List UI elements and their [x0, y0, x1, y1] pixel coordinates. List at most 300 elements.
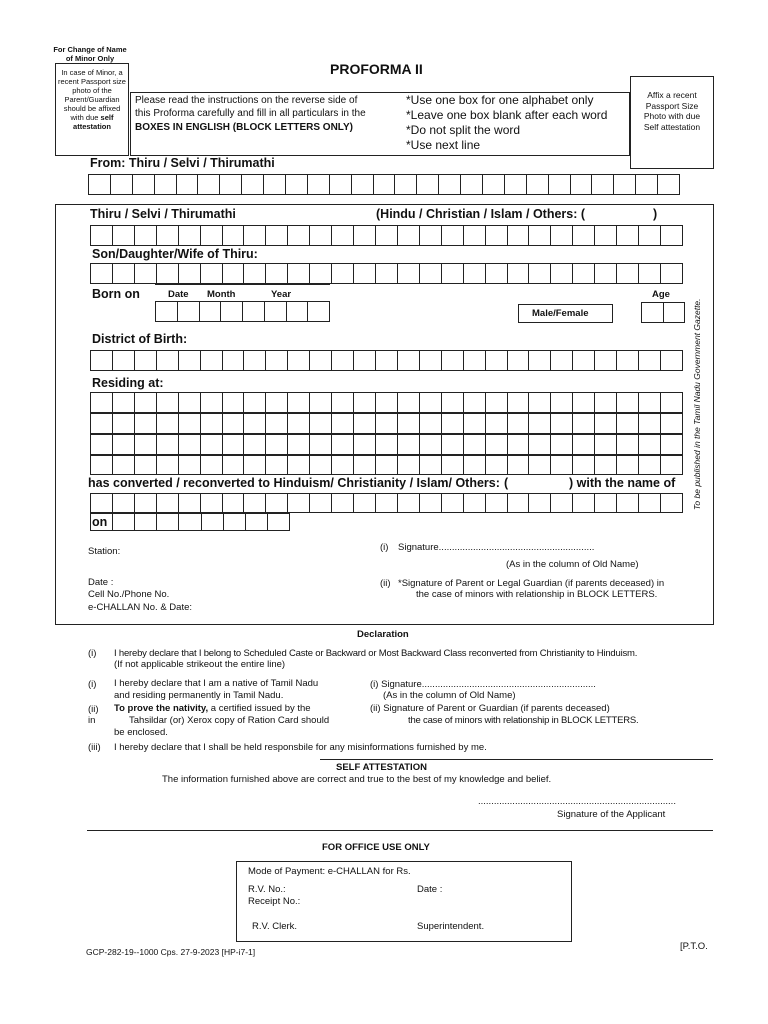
age-label: Age — [652, 289, 670, 300]
letter-box[interactable] — [635, 174, 657, 195]
letter-box[interactable] — [263, 174, 285, 195]
letter-box[interactable] — [287, 413, 309, 434]
letter-box[interactable] — [90, 263, 112, 284]
letter-box[interactable] — [504, 174, 526, 195]
letter-box[interactable] — [441, 434, 463, 455]
date-label: Date — [168, 289, 189, 300]
letter-box[interactable] — [331, 392, 353, 413]
letter-box[interactable] — [200, 225, 222, 246]
letter-box[interactable] — [353, 225, 375, 246]
letter-box[interactable] — [641, 302, 663, 323]
letter-box[interactable] — [156, 413, 178, 434]
letter-box[interactable] — [419, 455, 441, 475]
letter-box[interactable] — [134, 455, 156, 475]
letter-box[interactable] — [526, 174, 548, 195]
name-boxes[interactable] — [90, 225, 683, 246]
letter-box[interactable] — [528, 413, 550, 434]
letter-box[interactable] — [112, 225, 134, 246]
sex-label: Male/Female — [532, 308, 589, 319]
letter-box[interactable] — [307, 174, 329, 195]
letter-box[interactable] — [307, 301, 330, 322]
payment-mode: Mode of Payment: e-CHALLAN for Rs. — [248, 866, 411, 877]
letter-box[interactable] — [375, 413, 397, 434]
letter-box[interactable] — [441, 350, 463, 371]
on-date-boxes[interactable] — [90, 513, 290, 531]
letter-box[interactable] — [616, 493, 638, 513]
letter-box[interactable] — [112, 434, 134, 455]
letter-box[interactable] — [660, 392, 683, 413]
letter-box[interactable] — [613, 174, 635, 195]
letter-box[interactable] — [331, 434, 353, 455]
letter-box[interactable] — [178, 225, 200, 246]
letter-box[interactable] — [156, 350, 178, 371]
letter-box[interactable] — [353, 434, 375, 455]
dob-boxes[interactable] — [155, 301, 330, 322]
letter-box[interactable] — [638, 455, 660, 475]
letter-box[interactable] — [265, 263, 287, 284]
letter-box[interactable] — [222, 455, 244, 475]
letter-box[interactable] — [463, 225, 485, 246]
letter-box[interactable] — [528, 434, 550, 455]
letter-box[interactable] — [200, 493, 222, 513]
letter-box[interactable] — [90, 493, 112, 513]
letter-box[interactable] — [548, 174, 570, 195]
letter-box[interactable] — [375, 455, 397, 475]
letter-box[interactable] — [220, 301, 242, 322]
letter-box[interactable] — [528, 225, 550, 246]
letter-box[interactable] — [570, 174, 592, 195]
letter-box[interactable] — [485, 455, 507, 475]
letter-box[interactable] — [267, 513, 290, 531]
letter-box[interactable] — [178, 455, 200, 475]
letter-box[interactable] — [482, 174, 504, 195]
letter-box[interactable] — [463, 263, 485, 284]
letter-box[interactable] — [90, 434, 112, 455]
letter-box[interactable] — [463, 350, 485, 371]
district-boxes[interactable] — [90, 350, 683, 371]
sig1-number: (i) — [380, 542, 389, 553]
letter-box[interactable] — [397, 263, 419, 284]
letter-box[interactable] — [441, 263, 463, 284]
letter-box[interactable] — [309, 263, 331, 284]
letter-box[interactable] — [200, 350, 222, 371]
letter-box[interactable] — [200, 434, 222, 455]
letter-box[interactable] — [241, 174, 263, 195]
letter-box[interactable] — [419, 493, 441, 513]
letter-box[interactable] — [110, 174, 132, 195]
letter-box[interactable] — [550, 434, 572, 455]
office-use-heading: FOR OFFICE USE ONLY — [322, 842, 430, 853]
letter-box[interactable] — [375, 434, 397, 455]
letter-box[interactable] — [90, 225, 112, 246]
letter-box[interactable] — [373, 174, 395, 195]
letter-box[interactable] — [419, 392, 441, 413]
letter-box[interactable] — [90, 413, 112, 434]
letter-box[interactable] — [331, 225, 353, 246]
letter-box[interactable] — [309, 493, 331, 513]
letter-box[interactable] — [200, 455, 222, 475]
letter-box[interactable] — [134, 225, 156, 246]
letter-box[interactable] — [463, 413, 485, 434]
letter-box[interactable] — [178, 350, 200, 371]
letter-box[interactable] — [309, 350, 331, 371]
letter-box[interactable] — [485, 350, 507, 371]
letter-box[interactable] — [265, 350, 287, 371]
letter-box[interactable] — [663, 302, 686, 323]
letter-box[interactable] — [329, 174, 351, 195]
letter-box[interactable] — [416, 174, 438, 195]
letter-box[interactable] — [243, 434, 265, 455]
letter-box[interactable] — [419, 263, 441, 284]
letter-box[interactable] — [660, 493, 683, 513]
new-name-boxes[interactable] — [90, 493, 683, 513]
letter-box[interactable] — [572, 225, 594, 246]
relation-boxes[interactable] — [90, 263, 683, 284]
letter-box[interactable] — [594, 263, 616, 284]
letter-box[interactable] — [528, 350, 550, 371]
letter-box[interactable] — [309, 392, 331, 413]
letter-box[interactable] — [550, 413, 572, 434]
converted-close: ) with the name of — [569, 476, 676, 490]
letter-box[interactable] — [287, 434, 309, 455]
letter-box[interactable] — [222, 493, 244, 513]
signature-note: (As in the column of Old Name) — [506, 559, 639, 570]
letter-box[interactable] — [572, 413, 594, 434]
letter-box[interactable] — [155, 301, 177, 322]
letter-box[interactable] — [134, 434, 156, 455]
residing-boxes-4[interactable] — [90, 455, 683, 475]
letter-box[interactable] — [309, 434, 331, 455]
rv-no: R.V. No.: — [248, 884, 286, 895]
letter-box[interactable] — [154, 174, 176, 195]
letter-box[interactable] — [309, 455, 331, 475]
letter-box[interactable] — [243, 350, 265, 371]
letter-box[interactable] — [441, 413, 463, 434]
letter-box[interactable] — [331, 350, 353, 371]
letter-box[interactable] — [616, 263, 638, 284]
letter-box[interactable] — [287, 392, 309, 413]
letter-box[interactable] — [287, 455, 309, 475]
letter-box[interactable] — [616, 350, 638, 371]
signature-line: Signature........................................................... — [398, 542, 595, 553]
letter-box[interactable] — [112, 392, 134, 413]
letter-box[interactable] — [507, 493, 529, 513]
letter-box[interactable] — [397, 493, 419, 513]
from-name-boxes[interactable] — [88, 174, 680, 195]
letter-box[interactable] — [528, 263, 550, 284]
letter-box[interactable] — [287, 263, 309, 284]
letter-box[interactable] — [353, 263, 375, 284]
letter-box[interactable] — [463, 493, 485, 513]
letter-box[interactable] — [572, 493, 594, 513]
letter-box[interactable] — [156, 434, 178, 455]
letter-box[interactable] — [419, 225, 441, 246]
letter-box[interactable] — [441, 392, 463, 413]
letter-box[interactable] — [156, 455, 178, 475]
letter-box[interactable] — [200, 263, 222, 284]
letter-box[interactable] — [265, 455, 287, 475]
letter-box[interactable] — [243, 455, 265, 475]
letter-box[interactable] — [285, 174, 307, 195]
letter-box[interactable] — [485, 434, 507, 455]
letter-box[interactable] — [638, 434, 660, 455]
letter-box[interactable] — [594, 392, 616, 413]
letter-box[interactable] — [112, 413, 134, 434]
letter-box[interactable] — [243, 225, 265, 246]
letter-box[interactable] — [201, 513, 223, 531]
letter-box[interactable] — [616, 434, 638, 455]
letter-box[interactable] — [88, 174, 110, 195]
guardian-signature-b: the case of minors with relationship in BLOCK LETTERS. — [416, 589, 658, 600]
letter-box[interactable] — [550, 225, 572, 246]
letter-box[interactable] — [156, 513, 178, 531]
echallan-label: e-CHALLAN No. & Date: — [88, 602, 193, 613]
decl-3-number: (ii) — [88, 704, 99, 715]
letter-box[interactable] — [177, 301, 199, 322]
letter-box[interactable] — [463, 392, 485, 413]
letter-box[interactable] — [375, 392, 397, 413]
letter-box[interactable] — [156, 263, 178, 284]
letter-box[interactable] — [200, 392, 222, 413]
letter-box[interactable] — [156, 392, 178, 413]
letter-box[interactable] — [394, 174, 416, 195]
letter-box[interactable] — [528, 455, 550, 475]
rv-clerk: R.V. Clerk. — [252, 921, 298, 932]
letter-box[interactable] — [353, 455, 375, 475]
letter-box[interactable] — [594, 434, 616, 455]
letter-box[interactable] — [550, 263, 572, 284]
decl-2-b: and residing permanently in Tamil Nadu. — [114, 690, 284, 701]
letter-box[interactable] — [460, 174, 482, 195]
letter-box[interactable] — [507, 350, 529, 371]
letter-box[interactable] — [331, 263, 353, 284]
letter-box[interactable] — [178, 263, 200, 284]
letter-box[interactable] — [351, 174, 373, 195]
letter-box[interactable] — [528, 493, 550, 513]
letter-box[interactable] — [112, 350, 134, 371]
letter-box[interactable] — [638, 263, 660, 284]
letter-box[interactable] — [485, 413, 507, 434]
letter-box[interactable] — [222, 392, 244, 413]
dob-top-line — [155, 284, 330, 285]
letter-box[interactable] — [243, 263, 265, 284]
letter-box[interactable] — [287, 225, 309, 246]
letter-box[interactable] — [594, 493, 616, 513]
letter-box[interactable] — [507, 263, 529, 284]
letter-box[interactable] — [550, 392, 572, 413]
minor-note-heading: For Change of Name of Minor Only — [53, 45, 127, 63]
letter-box[interactable] — [178, 493, 200, 513]
letter-box[interactable] — [178, 513, 200, 531]
letter-box[interactable] — [550, 493, 572, 513]
letter-box[interactable] — [375, 493, 397, 513]
letter-box[interactable] — [134, 413, 156, 434]
letter-box[interactable] — [507, 434, 529, 455]
letter-box[interactable] — [572, 263, 594, 284]
letter-box[interactable] — [90, 350, 112, 371]
letter-box[interactable] — [156, 493, 178, 513]
letter-box[interactable] — [331, 413, 353, 434]
letter-box[interactable] — [375, 225, 397, 246]
letter-box[interactable] — [616, 413, 638, 434]
letter-box[interactable] — [507, 413, 529, 434]
letter-box[interactable] — [528, 392, 550, 413]
letter-box[interactable] — [200, 413, 222, 434]
letter-box[interactable] — [90, 455, 112, 475]
letter-box[interactable] — [419, 413, 441, 434]
letter-box[interactable] — [638, 350, 660, 371]
letter-box[interactable] — [287, 350, 309, 371]
letter-box[interactable] — [397, 392, 419, 413]
letter-box[interactable] — [176, 174, 198, 195]
letter-box[interactable] — [463, 455, 485, 475]
letter-box[interactable] — [265, 493, 287, 513]
letter-box[interactable] — [178, 392, 200, 413]
letter-box[interactable] — [265, 392, 287, 413]
letter-box[interactable] — [550, 455, 572, 475]
letter-box[interactable] — [438, 174, 460, 195]
letter-box[interactable] — [199, 301, 221, 322]
letter-box[interactable] — [485, 225, 507, 246]
letter-box[interactable] — [134, 263, 156, 284]
letter-box[interactable] — [134, 350, 156, 371]
letter-box[interactable] — [309, 413, 331, 434]
letter-box[interactable] — [286, 301, 308, 322]
letter-box[interactable] — [572, 392, 594, 413]
letter-box[interactable] — [441, 455, 463, 475]
letter-box[interactable] — [550, 350, 572, 371]
letter-box[interactable] — [112, 493, 134, 513]
letter-box[interactable] — [309, 225, 331, 246]
letter-box[interactable] — [223, 513, 245, 531]
letter-box[interactable] — [134, 392, 156, 413]
letter-box[interactable] — [397, 455, 419, 475]
letter-box[interactable] — [638, 493, 660, 513]
decl-sig-1: (i) Signature.................................................................. — [370, 679, 596, 690]
letter-box[interactable] — [507, 392, 529, 413]
letter-box[interactable] — [331, 493, 353, 513]
letter-box[interactable] — [222, 225, 244, 246]
letter-box[interactable] — [419, 434, 441, 455]
letter-box[interactable] — [90, 392, 112, 413]
letter-box[interactable] — [594, 225, 616, 246]
letter-box[interactable] — [353, 392, 375, 413]
residing-boxes-3[interactable] — [90, 434, 683, 455]
letter-box[interactable] — [156, 225, 178, 246]
letter-box[interactable] — [660, 225, 683, 246]
letter-box[interactable] — [264, 301, 286, 322]
receipt-no: Receipt No.: — [248, 896, 301, 907]
letter-box[interactable] — [112, 513, 134, 531]
decl-3-c: be enclosed. — [114, 727, 168, 738]
decl-1: I hereby declare that I belong to Scheduled Caste or Backward or Most Backward Class reconverted from Christianity to Hinduism. — [114, 648, 638, 659]
letter-box[interactable] — [594, 455, 616, 475]
letter-box[interactable] — [638, 392, 660, 413]
letter-box[interactable] — [353, 350, 375, 371]
letter-box[interactable] — [134, 513, 156, 531]
letter-box[interactable] — [485, 263, 507, 284]
letter-box[interactable] — [660, 350, 683, 371]
letter-box[interactable] — [660, 434, 683, 455]
letter-box[interactable] — [594, 413, 616, 434]
letter-box[interactable] — [463, 434, 485, 455]
letter-box[interactable] — [397, 434, 419, 455]
letter-box[interactable] — [112, 455, 134, 475]
letter-box[interactable] — [112, 263, 134, 284]
letter-box[interactable] — [485, 392, 507, 413]
letter-box[interactable] — [222, 413, 244, 434]
letter-box[interactable] — [219, 174, 241, 195]
letter-box[interactable] — [660, 263, 683, 284]
district-label: District of Birth: — [92, 332, 188, 346]
letter-box[interactable] — [197, 174, 219, 195]
letter-box[interactable] — [616, 455, 638, 475]
letter-box[interactable] — [397, 413, 419, 434]
age-boxes[interactable] — [641, 302, 685, 323]
letter-box[interactable] — [441, 493, 463, 513]
letter-box[interactable] — [397, 225, 419, 246]
letter-box[interactable] — [419, 350, 441, 371]
letter-box[interactable] — [242, 301, 264, 322]
letter-box[interactable] — [243, 413, 265, 434]
letter-box[interactable] — [397, 350, 419, 371]
letter-box[interactable] — [441, 225, 463, 246]
letter-box[interactable] — [375, 350, 397, 371]
residing-label: Residing at: — [92, 376, 164, 390]
residing-boxes-2[interactable] — [90, 413, 683, 434]
letter-box[interactable] — [134, 493, 156, 513]
applicant-signature-label: Signature of the Applicant — [557, 809, 666, 820]
letter-box[interactable] — [507, 455, 529, 475]
letter-box[interactable] — [243, 392, 265, 413]
letter-box[interactable] — [638, 413, 660, 434]
letter-box[interactable] — [353, 413, 375, 434]
letter-box[interactable] — [616, 225, 638, 246]
letter-box[interactable] — [222, 263, 244, 284]
letter-box[interactable] — [591, 174, 613, 195]
letter-box[interactable] — [572, 455, 594, 475]
letter-box[interactable] — [331, 455, 353, 475]
letter-box[interactable] — [638, 225, 660, 246]
letter-box[interactable] — [178, 413, 200, 434]
letter-box[interactable] — [222, 350, 244, 371]
letter-box[interactable] — [178, 434, 200, 455]
letter-box[interactable] — [245, 513, 267, 531]
letter-box[interactable] — [660, 413, 683, 434]
letter-box[interactable] — [485, 493, 507, 513]
letter-box[interactable] — [222, 434, 244, 455]
letter-box[interactable] — [132, 174, 154, 195]
letter-box[interactable] — [572, 434, 594, 455]
letter-box[interactable] — [657, 174, 680, 195]
residing-boxes-1[interactable] — [90, 392, 683, 413]
letter-box[interactable] — [353, 493, 375, 513]
letter-box[interactable] — [572, 350, 594, 371]
letter-box[interactable] — [507, 225, 529, 246]
letter-box[interactable] — [287, 493, 309, 513]
letter-box[interactable] — [375, 263, 397, 284]
photo-box-text: Affix a recent Passport Size Photo with due Self attestation — [643, 90, 701, 132]
letter-box[interactable] — [265, 413, 287, 434]
pto-label: [P.T.O. — [680, 941, 708, 952]
letter-box[interactable] — [660, 455, 683, 475]
letter-box[interactable] — [243, 493, 265, 513]
letter-box[interactable] — [616, 392, 638, 413]
letter-box[interactable] — [265, 225, 287, 246]
letter-box[interactable] — [594, 350, 616, 371]
letter-box[interactable] — [265, 434, 287, 455]
station-label: Station: — [88, 546, 121, 557]
